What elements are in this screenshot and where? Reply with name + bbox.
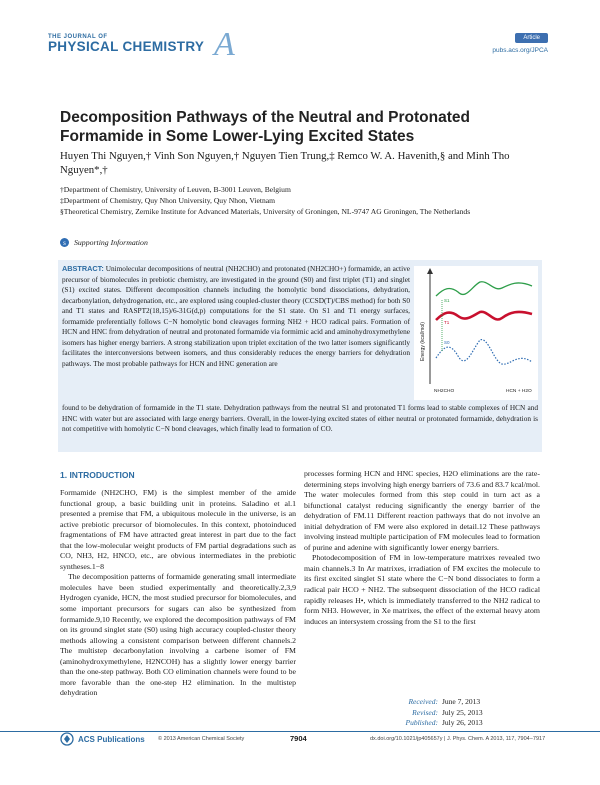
- abstract-text-part2: found to be dehydration of formamide in the T1 state. Dehydration pathways from the neutral S1 and protonated T1 forms lead to stable complexes of HCN and HNC with water but are associated with large energy barriers. Overall, in the lower-lying excited states of either neutral or protonated formamide, dehydration is not competitive with homolytic C−N bond cleavages, which finally lead to formation of CO.: [62, 403, 538, 434]
- date-published: Published: July 26, 2013: [405, 718, 483, 727]
- abstract-text-part1: [62, 264, 410, 369]
- toc-y-arrow: [427, 268, 433, 274]
- intro-paragraph-1: Formamide (NH2CHO, FM) is the simplest member of the amide functional group, a basic building unit in proteins. Saladino et al.1 presented a premise that FM, a ubiquitous molecule in the universe, is an active prebiotic precursor of biomolecules. In this context, photoinduced fragmentations of FM have attracted great interest in part due to the fact that the low-molecular weight products of FM partial degradations such as CO, NH3, H2, HNCO, etc., are obvious intermediates in the prebiotic syntheses.1−8: [60, 488, 296, 571]
- acs-logo[interactable]: [60, 732, 145, 746]
- abstract-label: ABSTRACT:: [62, 264, 104, 273]
- toc-s1-curve: [436, 282, 532, 296]
- journal-logo: [48, 34, 204, 53]
- date-received: Received: June 7, 2013: [408, 697, 481, 706]
- citation[interactable]: dx.doi.org/10.1021/jp405657y | J. Phys. Chem. A 2013, 117, 7904−7917: [370, 736, 546, 742]
- abstract-body-1: Unimolecular decompositions of neutral (NH2CHO) and protonated (NH2CHO+) formamide, an active precursor of biomolecules in prebiotic chemistry, are investigated in the ground (S0) and first triplet (T1) and singlet (S1) excited states. Different decomposition channels including the homolytic bond dissociations, dehydration, decarbonylation, dehydrogenation, etc., are explored using coupled-cluster theory (CCSD(T)/CBS method) for both S0 and T1 states and RASPT2(18,15)/6-31G(d,p) computations for the S1 state. On S1 and T1 energy surfaces, formamide preferentially follows C−N homolytic bond cleavages forming NH2 + HCO radical pairs. Formation of HCN and HNC from dehydration of neutral and protonated formamide via formimic acid and aminohydroxymethylene isomers has higher energy barriers. A strong stabilization upon triplet excitation of the two latter isomers significantly facilitates the interconversions between isomers, and thus considerably reduces the energy barriers for dehydration pathways. The most probable pathways for HCN and HNC generation are: [62, 264, 410, 368]
- affiliation-3: §Theoretical Chemistry, Zernike Institute for Advanced Materials, University of Groningen, NL-9747 AG Groningen, The Netherlands: [60, 207, 471, 216]
- toc-label-t1: T1: [444, 320, 450, 325]
- publication-dates: [388, 697, 483, 729]
- acs-logo-icon: [60, 732, 74, 746]
- affiliations: [60, 184, 540, 217]
- supporting-info-link[interactable]: [60, 238, 148, 247]
- left-column: [60, 488, 296, 699]
- journal-letter: A: [214, 26, 235, 63]
- affiliation-1: †Department of Chemistry, University of Leuven, B-3001 Leuven, Belgium: [60, 185, 291, 194]
- copyright: © 2013 American Chemical Society: [158, 736, 245, 742]
- supporting-info-label: Supporting Information: [74, 238, 148, 247]
- page-number: 7904: [290, 734, 307, 743]
- right-column: [304, 469, 540, 627]
- intro-paragraph-2: The decomposition patterns of formamide generating small intermediate molecules have been studied experimentally and theoretically.2,3,9 Hydrogen cyanide, HCN, the most studied precursor for biomolecules, and some important precursors for sugars can also be synthesized from formamide.9,10 Recently, we explored the decomposition pathways of FM on its ground singlet state (S0) using high accuracy coupled-cluster theory methods allowing a consistent comparison between different channels.2 The multistep decarbonylation involving a carbene isomer of FM (aminohydroxymethylene, H2NCOH) has a slightly lower energy barrier than the one-step pathway. Both CO elimination channels were found to be more favorable than the one-step H2 elimination. In the multistep dehydration: [60, 572, 296, 698]
- toc-x-right: HCN + H2O: [506, 389, 532, 394]
- toc-ylabel: Energy (kcal/mol): [420, 322, 426, 361]
- article-title: Decomposition Pathways of the Neutral and Protonated Formamide in Some Lower-Lying Excited States: [60, 109, 470, 145]
- toc-x-left: NH2CHO: [434, 389, 455, 394]
- toc-label-s1: S1: [444, 298, 450, 303]
- affiliation-2: ‡Department of Chemistry, Quy Nhon University, Quy Nhon, Vietnam: [60, 196, 276, 205]
- toc-s0-curve: [436, 340, 532, 365]
- acs-logo-text: ACS Publications: [78, 734, 145, 744]
- date-revised: Revised: July 25, 2013: [412, 707, 483, 717]
- author-list: Huyen Thi Nguyen,† Vinh Son Nguyen,† Nguyen Tien Trung,‡ Remco W. A. Havenith,§ and Minh Tho Nguyen*,†: [60, 150, 510, 176]
- toc-graphic: [414, 266, 538, 400]
- journal-url[interactable]: pubs.acs.org/JPCA: [492, 47, 548, 54]
- intro-paragraph-3: processes forming HCN and HNC species, H2O eliminations are the rate-determining steps involving high energy barriers of 73.6 and 83.7 kcal/mol. The water molecules formed from this step could in turn act as a bifunctional catalyst reducing significantly the energy barrier of the dehydration of FM.11 Different reaction pathways that do not involve an initial dehydration of FM were also explored in detail.12 These pathways involving instead multiple participation of FM molecules lead to formation of purine and adenine with significantly lower energy barriers.: [304, 469, 540, 552]
- article-badge: Article: [515, 33, 548, 43]
- toc-energy-diagram: [414, 266, 538, 400]
- toc-t1-curve: [436, 312, 532, 320]
- toc-label-s0: S0: [444, 340, 450, 345]
- journal-small-title: THE JOURNAL OF: [48, 34, 108, 40]
- journal-big-title: PHYSICAL CHEMISTRY: [48, 39, 205, 54]
- supporting-info-icon: s: [60, 238, 69, 247]
- intro-paragraph-4: Photodecomposition of FM in low-temperature matrixes revealed two main channels.3 In Ar matrixes, irradiation of FM excites the molecule to its first excited singlet S1 state where the C−N bond dissociates to form a radical pair HCO + NH2. The subsequent dissociation of the HCO radical rapidly releases H•, which is immediately transferred to the NH2 radical to form NH3. However, in Xe matrixes, the effect of the external heavy atom induces an intersystem crossing from the S1 to the first: [304, 553, 540, 626]
- section-heading: 1. INTRODUCTION: [60, 470, 135, 480]
